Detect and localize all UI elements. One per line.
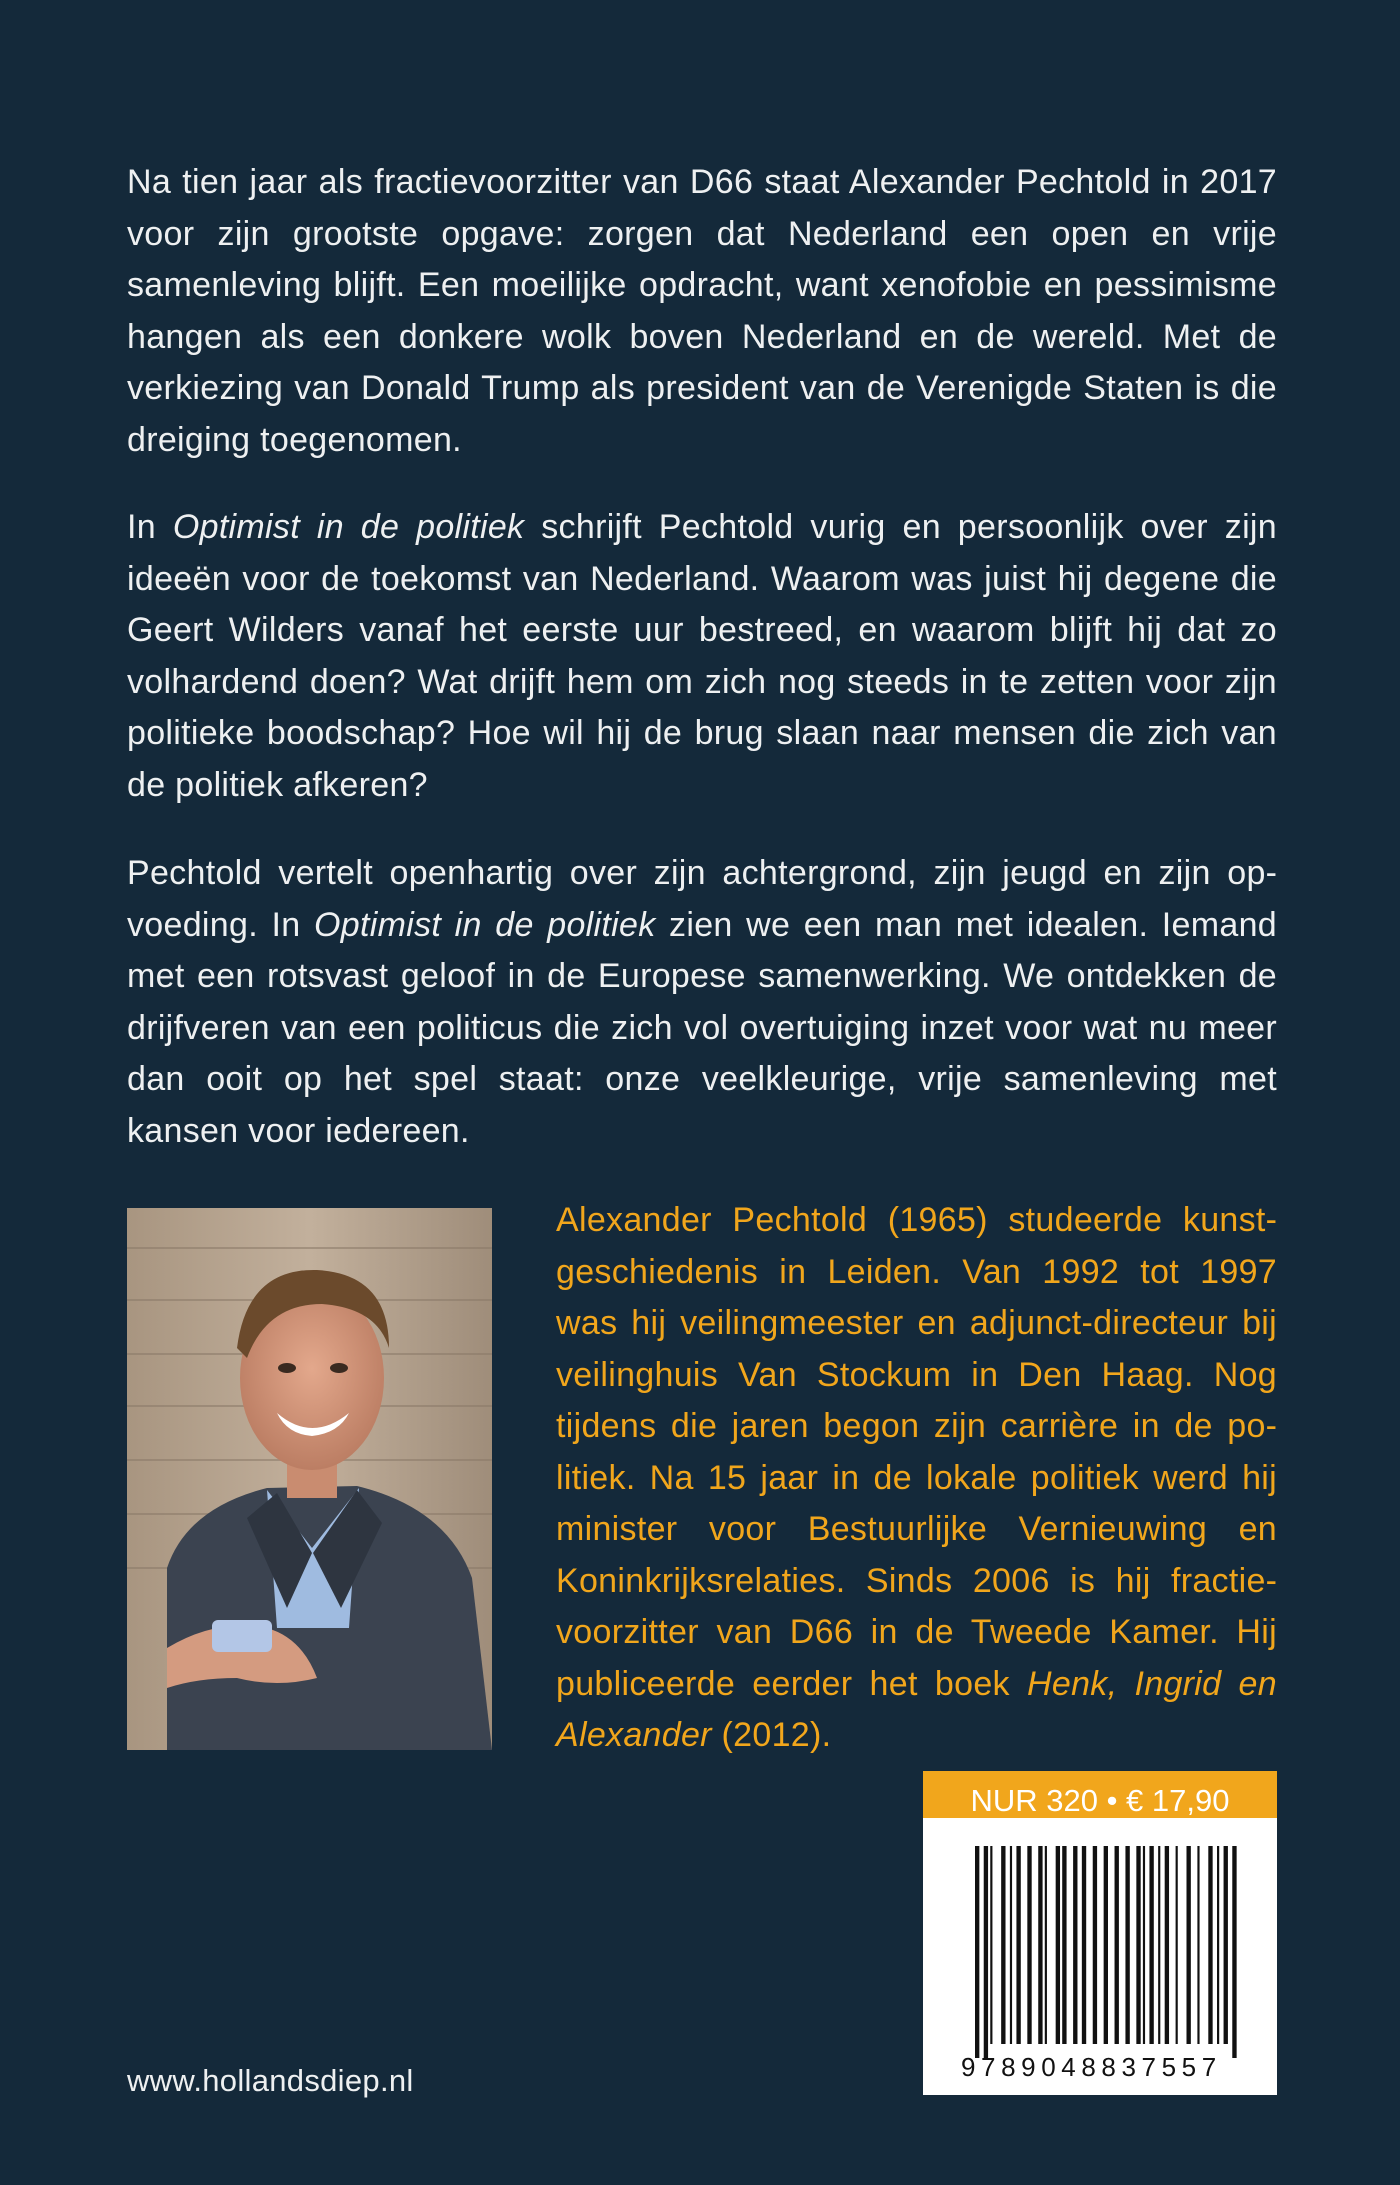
barcode-icon bbox=[975, 1846, 1245, 2058]
publisher-website: www.hollandsdiep.nl bbox=[127, 2063, 414, 2098]
barcode-bar bbox=[984, 1846, 988, 2058]
barcode-bar bbox=[1016, 1846, 1020, 2044]
barcode-bar bbox=[1038, 1846, 1042, 2044]
barcode-bar bbox=[1001, 1846, 1005, 2044]
blurb-paragraph-2 bbox=[127, 502, 1277, 811]
barcode-bar bbox=[990, 1846, 992, 2044]
barcode-box bbox=[923, 1818, 1277, 2095]
barcode-bar bbox=[1186, 1846, 1190, 2044]
author-bio bbox=[556, 1195, 1277, 1762]
blurb-paragraph-2-body: schrijft Pechtold vurig en persoonlijk over zijn ideeën voor de toekomst van Nederland. Waarom was juist hij degene die Geert Wilders vanaf het eerste uur bestreed, en waarom blijft hij dat zo volhardend doen? Wat drijft hem om zich nog steeds in te zetten voor zijn politieke boodschap? Hoe wil hij de brug slaan naar mensen die zich van de politiek afkeren? bbox=[127, 508, 1277, 804]
barcode-bar bbox=[1082, 1846, 1086, 2044]
previous-book-title: Henk, Ingrid en Alexander bbox=[556, 1664, 1277, 1754]
barcode-bar bbox=[1136, 1846, 1140, 2044]
barcode-bar bbox=[1224, 1846, 1228, 2044]
barcode-bar bbox=[1232, 1846, 1236, 2058]
barcode-bar bbox=[1073, 1846, 1077, 2044]
barcode-bar bbox=[1027, 1846, 1031, 2044]
book-title-italic: Optimist in de politiek bbox=[172, 508, 525, 546]
barcode-bar bbox=[1062, 1846, 1066, 2044]
price-label: NUR 320 • € 17,90 bbox=[970, 1783, 1230, 1818]
book-title-italic: Optimist in de politiek bbox=[314, 905, 656, 944]
barcode-bar bbox=[1125, 1846, 1129, 2044]
barcode-bar bbox=[1165, 1846, 1169, 2044]
isbn-number: 9789048837557 bbox=[961, 2052, 1222, 2082]
previous-book-year: (2012). bbox=[711, 1716, 832, 1754]
barcode-bar bbox=[1197, 1846, 1199, 2044]
barcode-bar bbox=[1010, 1846, 1012, 2044]
blurb-paragraph-2-intro: In bbox=[127, 508, 173, 546]
barcode-bar bbox=[1045, 1846, 1047, 2044]
blurb-paragraph-3 bbox=[127, 848, 1277, 1157]
author-bio-text: Alexander Pechtold (1965) studeerde kunstgeschiedenis in Leiden. Van 1992 tot 1997 was hij veilingmeester en adjunct-directeur bij veilinghuis Van Stockum in Den Haag. Nog tijdens die jaren begon zijn carrière in de politiek. Na 15 jaar in de lokale politiek werd hij minister voor Bestuurlijke Vernieuwing en Koninkrijksrelaties. Sinds 2006 is hij fractievoorzitter van D66 in de Tweede Kamer. Hij publiceerde eerder het boek bbox=[556, 1201, 1277, 1703]
blurb-paragraph-3-intro: Pechtold vertelt openhartig over zijn achtergrond, zijn jeugd en zijn opvoeding. In bbox=[127, 854, 1277, 944]
barcode-bar bbox=[1093, 1846, 1097, 2044]
barcode-bar bbox=[1104, 1846, 1108, 2044]
barcode-bar bbox=[1158, 1846, 1160, 2044]
barcode-bar bbox=[975, 1846, 979, 2058]
barcode-bar bbox=[1217, 1846, 1219, 2044]
blurb-paragraph-3-body: zien we een man met idealen. Iemand met een rotsvast geloof in de Europese samenwerking. We ontdekken de drijfveren van een politicus die zich vol overtuiging inzet voor wat nu meer dan ooit op het spel staat: onze veelkleurige, vrije samenleving met kansen voor iedereen. bbox=[127, 905, 1277, 1150]
blurb-paragraph-1: Na tien jaar als fractievoorzitter van D66 staat Alexander Pechtold in 2017 voor zijn grootste opgave: zorgen dat Nederland een open en vrije samenleving blijft. Een moeilijke opdracht, want xenofobie en pessimisme hangen als een donkere wolk boven Nederland en de wereld. Met de verkiezing van Donald Trump als president van de Verenigde Staten is die dreiging toegenomen. bbox=[127, 163, 1277, 459]
barcode-bar bbox=[1115, 1846, 1119, 2044]
barcode-bar bbox=[1176, 1846, 1178, 2044]
barcode-bar bbox=[1149, 1846, 1153, 2044]
author-photo bbox=[127, 1208, 492, 1750]
barcode-bar bbox=[1143, 1846, 1145, 2044]
barcode-bar bbox=[1208, 1846, 1212, 2044]
barcode-bar bbox=[1056, 1846, 1060, 2044]
